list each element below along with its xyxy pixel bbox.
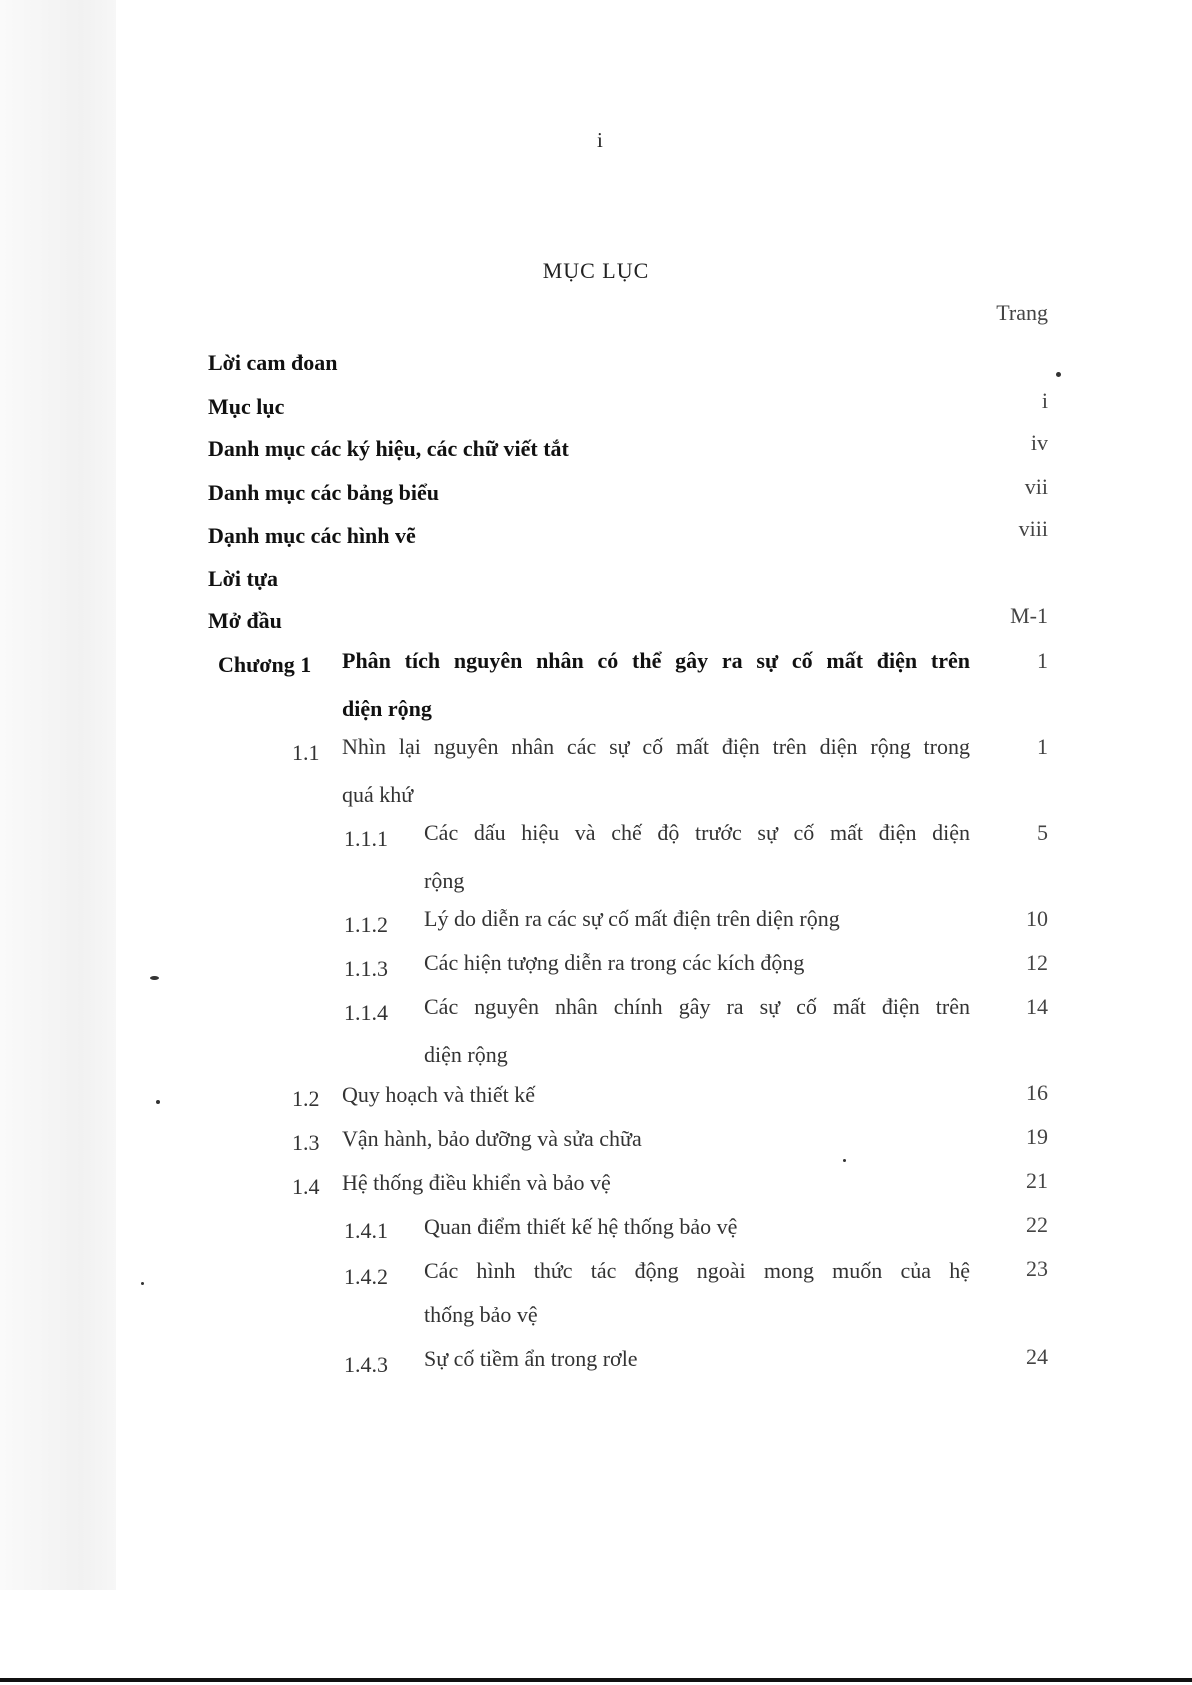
section-title: Hệ thống điều khiển và bảo vệ: [342, 1170, 611, 1195]
subsection-number: 1.4.1: [344, 1218, 388, 1243]
subsection-title: Sự cố tiềm ẩn trong rơle: [424, 1346, 638, 1371]
subsection-number: 1.4.2: [344, 1264, 388, 1289]
subsection-number: 1.1.2: [344, 912, 388, 937]
toc-entry-mo-dau: Mở đầu: [208, 608, 282, 633]
scan-speck: [156, 1100, 160, 1104]
section-title-cont: quá khứ: [342, 782, 414, 807]
chapter-title-cont: diện rộng: [342, 696, 432, 721]
subsection-title-cont: thống bảo vệ: [424, 1302, 538, 1327]
toc-entry-ky-hieu: Danh mục các ký hiệu, các chữ viết tắt: [208, 436, 569, 461]
section-title: Nhìn lại nguyên nhân các sự cố mất điện trên diện rộng trong: [342, 734, 970, 759]
toc-page: 10: [1026, 906, 1048, 931]
scan-shadow-edge: [0, 0, 116, 1590]
page-column-header: Trang: [996, 300, 1048, 325]
page-number: i: [597, 128, 603, 152]
section-title: Quy hoạch và thiết kế: [342, 1082, 536, 1107]
toc-page: iv: [1030, 430, 1048, 455]
toc-title: MỤC LỤC: [542, 258, 650, 283]
toc-entry-hinh-ve: Dạnh mục các hình vẽ: [208, 523, 416, 548]
toc-page: 24: [1026, 1344, 1048, 1369]
toc-page: 5: [1037, 820, 1048, 845]
subsection-title-cont: diện rộng: [424, 1042, 508, 1067]
toc-entry-muc-luc: Mục lục: [208, 394, 285, 419]
subsection-title-cont: rộng: [424, 868, 465, 893]
subsection-title: Các nguyên nhân chính gây ra sự cố mất điện trên: [424, 994, 970, 1019]
scan-speck: [843, 1159, 846, 1162]
toc-page: i: [1041, 388, 1048, 413]
page-bottom-border: [0, 1678, 1192, 1682]
toc-page: 16: [1026, 1080, 1048, 1105]
subsection-title: Quan điểm thiết kế hệ thống bảo vệ: [424, 1214, 738, 1239]
toc-page: vii: [1024, 474, 1048, 499]
subsection-number: 1.1.3: [344, 956, 388, 981]
section-number: 1.1: [292, 740, 320, 765]
subsection-title: Các dấu hiệu và chế độ trước sự cố mất điện diện: [424, 820, 970, 845]
section-number: 1.2: [292, 1086, 320, 1111]
toc-entry-loi-cam-doan: Lời cam đoan: [208, 350, 338, 375]
toc-page: M-1: [1010, 603, 1048, 628]
toc-page: 22: [1026, 1212, 1048, 1237]
subsection-number: 1.1.4: [344, 1000, 388, 1025]
toc-page: 23: [1026, 1256, 1048, 1281]
section-number: 1.3: [292, 1130, 320, 1155]
toc-page: viii: [1018, 516, 1048, 541]
subsection-title: Các hình thức tác động ngoài mong muốn của hệ: [424, 1258, 970, 1283]
toc-page: 14: [1026, 994, 1048, 1019]
section-number: 1.4: [292, 1174, 320, 1199]
toc-page: 19: [1026, 1124, 1048, 1149]
chapter-number: Chương 1: [218, 652, 312, 677]
subsection-number: 1.1.1: [344, 826, 388, 851]
section-title: Vận hành, bảo dưỡng và sửa chữa: [342, 1126, 642, 1151]
subsection-title: Các hiện tượng diễn ra trong các kích động: [424, 950, 805, 975]
chapter-title: Phân tích nguyên nhân có thể gây ra sự cố mất điện trên: [342, 648, 970, 673]
toc-page: 21: [1026, 1168, 1048, 1193]
toc-entry-bang-bieu: Danh mục các bảng biểu: [208, 480, 440, 505]
scan-speck: [141, 1282, 144, 1285]
toc-page: 1: [1037, 734, 1048, 759]
toc-entry-loi-tua: Lời tựa: [208, 566, 278, 591]
scan-speck: [150, 976, 159, 980]
subsection-title: Lý do diễn ra các sự cố mất điện trên diện rộng: [424, 906, 840, 931]
scan-speck: [1056, 372, 1061, 377]
toc-page: 1: [1037, 648, 1048, 673]
subsection-number: 1.4.3: [344, 1352, 388, 1377]
toc-page: 12: [1026, 950, 1048, 975]
